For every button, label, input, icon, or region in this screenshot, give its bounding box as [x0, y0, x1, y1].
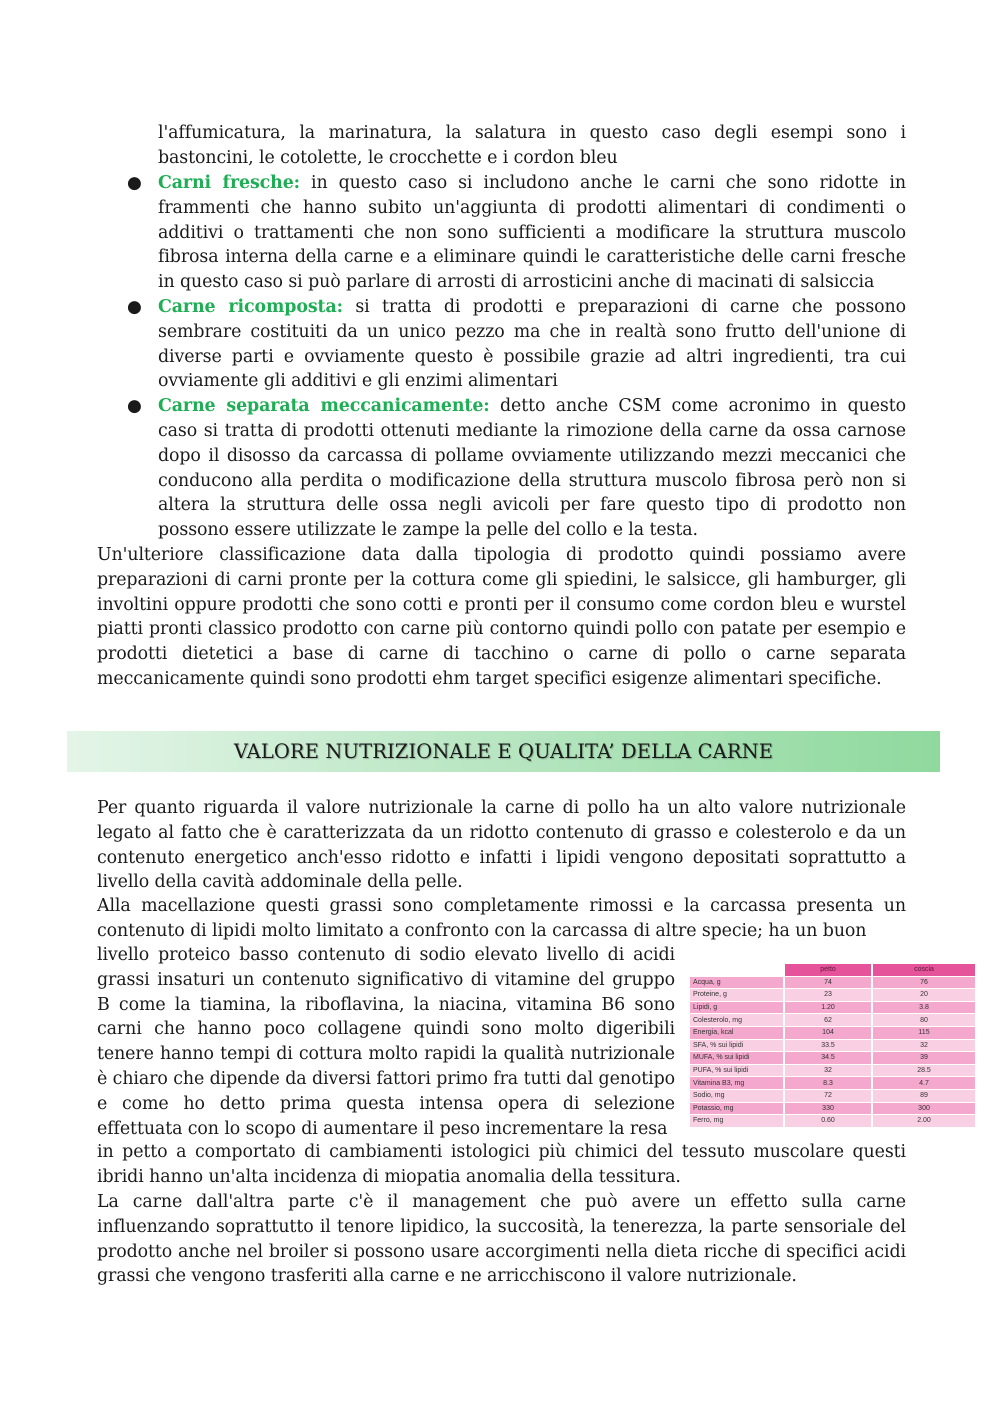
- bullet-icon: ●: [127, 173, 142, 193]
- table-cell: 62: [784, 1014, 872, 1027]
- section-heading: VALORE NUTRIZIONALE E QUALITA’ DELLA CARNE: [233, 740, 774, 763]
- section-heading-bar: [67, 731, 940, 772]
- table-row: [690, 989, 976, 1002]
- nutrition-table: [690, 964, 977, 1128]
- table-cell: Potassio, mg: [690, 1102, 784, 1115]
- table-cell: 39: [872, 1052, 976, 1065]
- table-cell: Proteine, g: [690, 989, 784, 1002]
- table-cell: Lipidi, g: [690, 1001, 784, 1014]
- bullet-text: si tratta di prodotti e preparazioni di carne che possono sembrare costituiti da un unico pezzo ma che in realtà sono frutto dell'unione di diverse parti e ovviamente questo è possibile grazie ad altri ingredienti, tra cui ovviamente gli additivi e gli enzimi alimentari: [158, 296, 906, 392]
- nutrition-paragraph: Per quanto riguarda il valore nutrizionale la carne di pollo ha un alto valore nutrizionale legato al fatto che è caratterizzata da un ridotto contenuto di grasso e colesterolo e da un contenuto energetico anch'esso ridotto e infatti i lipidi vengono depositati soprattutto a livello della cavità addominale della pelle.: [97, 798, 906, 893]
- table-cell: 8.3: [784, 1077, 872, 1090]
- table-cell: 0.60: [784, 1115, 872, 1128]
- meat-types-list: [125, 171, 906, 543]
- table-cell: 20: [872, 989, 976, 1002]
- table-cell: 104: [784, 1026, 872, 1039]
- continuation-paragraph: l'affumicatura, la marinatura, la salatura in questo caso degli esempi sono i bastoncini, le cotolette, le crocchette e i cordon bleu: [158, 123, 906, 168]
- table-row: [690, 1064, 976, 1077]
- table-cell: 34.5: [784, 1052, 872, 1065]
- bullet-icon: ●: [127, 396, 142, 417]
- slaughter-paragraph-wrapped: livello proteico basso contenuto di sodio elevato livello di acidi grassi insaturi un contenuto significativo di vitamine del gruppo B come la tiamina, la riboflavina, la niacina, vitamina B6 sono carni che hanno poco collagene quindi sono molto digeribili tenere hanno tempi di cottura molto rapidi la qualità nutrizionale è chiaro che dipende da diversi fattori primo fra tutti dal genotipo e come ho detto prima questa intensa opera di selezione effettuata con lo scopo di aumentare il peso incrementare la resa: [97, 945, 675, 1139]
- table-cell: 80: [872, 1014, 976, 1027]
- table-cell: PUFA, % sui lipidi: [690, 1064, 784, 1077]
- bullet-text: detto anche CSM come acronimo in questo caso si tratta di prodotti ottenuti mediante la rimozione della carne da ossa carnose dopo il disosso da carcassa di pollame ovviamente utilizzando mezzi meccanici che conducono alla perdita o modificazione della struttura muscolo fibrosa però non si altera la struttura delle ossa negli avicoli per fare questo tipo di prodotto non possono essere utilizzate le zampe la pelle del collo e la testa.: [158, 396, 906, 541]
- table-row: [690, 1001, 976, 1014]
- table-cell: Acqua, g: [690, 976, 784, 989]
- list-item: [125, 295, 906, 394]
- bullet-text: in questo caso si includono anche le carni che sono ridotte in frammenti che hanno subito un'aggiunta di prodotti alimentari di condimenti o additivi o trattamenti che non sono sufficienti a modificare la struttura muscolo fibrosa interna della carne e a eliminare quindi le caratteristiche delle carni fresche in questo caso si può parlare di arrosti di arrosticini anche di macinati di salsiccia: [158, 173, 906, 293]
- table-cell: 23: [784, 989, 872, 1002]
- table-row: [690, 1052, 976, 1065]
- table-row: [690, 1102, 976, 1115]
- table-cell: 4.7: [872, 1077, 976, 1090]
- table-cell: Ferro, mg: [690, 1115, 784, 1128]
- table-row: [690, 1089, 976, 1102]
- table-row: [690, 1026, 976, 1039]
- table-cell: 330: [784, 1102, 872, 1115]
- table-cell: Colesterolo, mg: [690, 1014, 784, 1027]
- slaughter-paragraph-end: in petto a comportato di cambiamenti istologici più chimici del tessuto muscolare questi ibridi hanno un'alta incidenza di miopatia anomalia della tessitura.: [97, 1142, 906, 1187]
- table-cell: 28.5: [872, 1064, 976, 1077]
- table-header-cell: coscia: [872, 964, 976, 976]
- bullet-label: Carni fresche:: [158, 173, 300, 193]
- bullet-label: Carne ricomposta:: [158, 296, 343, 317]
- table-cell: 32: [784, 1064, 872, 1077]
- table-cell: 76: [872, 976, 976, 989]
- table-cell: 3.8: [872, 1001, 976, 1014]
- table-cell: Sodio, mg: [690, 1089, 784, 1102]
- bullet-icon: ●: [127, 296, 142, 317]
- table-row: [690, 1077, 976, 1090]
- table-cell: 115: [872, 1026, 976, 1039]
- table-cell: 2.00: [872, 1115, 976, 1128]
- table-cell: 33.5: [784, 1039, 872, 1052]
- table-row: [690, 1014, 976, 1027]
- slaughter-paragraph-start: Alla macellazione questi grassi sono completamente rimossi e la carcassa presenta un contenuto di lipidi molto limitato a confronto con la carcassa di altre specie; ha un buon: [97, 896, 906, 941]
- table-cell: 1.20: [784, 1001, 872, 1014]
- table-row: [690, 1039, 976, 1052]
- table-cell: 300: [872, 1102, 976, 1115]
- table-cell: 72: [784, 1089, 872, 1102]
- management-paragraph: La carne dall'altra parte c'è il management che può avere un effetto sulla carne influenzando soprattutto il tenore lipidico, la succosità, la tenerezza, la parte sensoriale del prodotto anche nel broiler si possono usare accorgimenti nella dieta ricche di specifici acidi grassi che vengono trasferiti alla carne e ne arricchiscono il valore nutrizionale.: [97, 1192, 906, 1287]
- table-header-cell: petto: [784, 964, 872, 976]
- classification-paragraph: Un'ulteriore classificazione data dalla tipologia di prodotto quindi possiamo avere preparazioni di carni pronte per la cottura come gli spiedini, le salsicce, gli hamburger, gli involtini oppure prodotti che sono cotti e pronti per il consumo come cordon bleu e wurstel piatti pronti classico prodotto con carne più contorno quindi pollo con patate per esempio e prodotti dietetici a base di carne di tacchino o carne di pollo o carne separata meccanicamente quindi sono prodotti ehm target specifici esigenze alimentari specifiche.: [97, 545, 906, 689]
- table-cell: 32: [872, 1039, 976, 1052]
- table-cell: Energia, kcal: [690, 1026, 784, 1039]
- table-cell: 89: [872, 1089, 976, 1102]
- table-cell: SFA, % sui lipidi: [690, 1039, 784, 1052]
- list-item: [125, 171, 906, 295]
- bullet-label: Carne separata meccanicamente:: [158, 396, 490, 417]
- table-row: [690, 976, 976, 989]
- table-cell: Vitamina B3, mg: [690, 1077, 784, 1090]
- table-header-row: [690, 964, 976, 976]
- table-cell: MUFA, % sui lipidi: [690, 1052, 784, 1065]
- list-item: [125, 394, 906, 543]
- table-cell: 74: [784, 976, 872, 989]
- table-header-cell: [690, 964, 784, 976]
- table-row: [690, 1115, 976, 1128]
